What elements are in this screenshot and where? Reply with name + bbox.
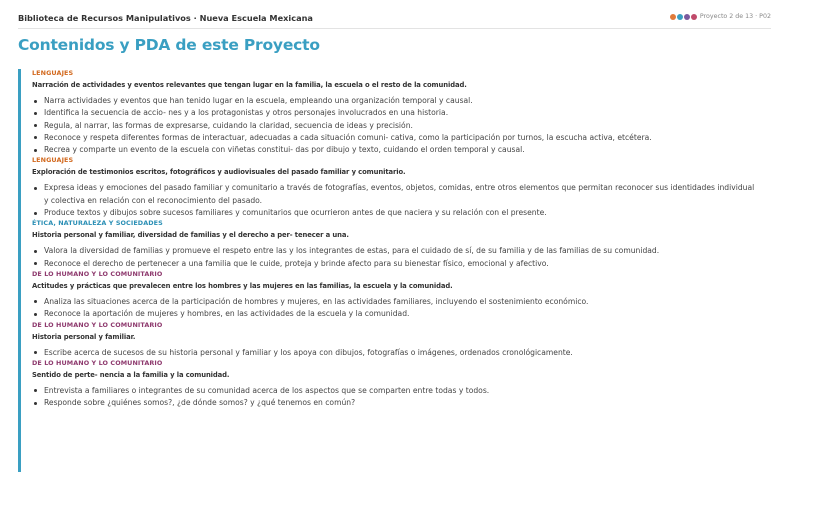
content-heading: Exploración de testimonios escritos, fotográficos y audiovisuales del pasado familiar y comunitario. <box>32 168 406 177</box>
pda-list <box>32 182 778 219</box>
pda-item: Responde sobre ¿quiénes somos?, ¿de dónde somos? y ¿qué tenemos en común? <box>32 397 757 409</box>
pda-item: Analiza las situaciones acerca de la participación de hombres y mujeres, en las actividades familiares, incluyendo el sostenimiento económico. <box>32 296 757 308</box>
pda-item: Identifica la secuencia de accio- nes y a los protagonistas y otros personajes involucrados en una historia. <box>32 107 757 119</box>
subject-label: DE LO HUMANO Y LO COMUNITARIO <box>32 269 163 278</box>
pda-list <box>32 385 778 410</box>
pda-item: Narra actividades y eventos que han tenido lugar en la escuela, empleando una organización temporal y causal. <box>32 95 757 107</box>
color-dot-icon <box>670 14 676 20</box>
pda-list <box>32 245 778 270</box>
subject-label: ÉTICA, NATURALEZA Y SOCIEDADES <box>32 219 163 228</box>
pda-item: Produce textos y dibujos sobre sucesos familiares y comunitarios que ocurrieron antes de que naciera y su relación con el presente. <box>32 207 757 219</box>
page-title: Contenidos y PDA de este Proyecto <box>18 36 320 54</box>
color-dot-icon <box>677 14 683 20</box>
pda-item: Escribe acerca de sucesos de su historia personal y familiar y los apoya con dibujos, fotografías o imágenes, ordenados cronológicamente. <box>32 347 757 359</box>
pda-item: Reconoce la aportación de mujeres y hombres, en las actividades de la escuela y la comunidad. <box>32 308 757 320</box>
content-heading: Narración de actividades y eventos relevantes que tengan lugar en la familia, la escuela o el resto de la comunidad. <box>32 81 467 89</box>
project-indicator <box>671 13 771 20</box>
content-block <box>32 270 778 321</box>
content-block <box>32 156 778 219</box>
content-heading: Sentido de perte- nencia a la familia y la comunidad. <box>32 370 230 379</box>
pda-item: Expresa ideas y emociones del pasado familiar y comunitario a través de fotografías, eventos, objetos, comidas, entre otros elementos que permitan reconocer sus identidades individual y colectiva en relación con el reconocimiento del pasado. <box>32 182 757 207</box>
content-heading: Historia personal y familiar. <box>32 332 136 341</box>
subject-label: LENGUAJES <box>32 69 74 77</box>
pda-item: Entrevista a familiares o integrantes de su comunidad acerca de los aspectos que se comparten entre todas y todos. <box>32 385 757 397</box>
color-dot-icon <box>684 14 690 20</box>
content-heading: Historia personal y familiar, diversidad de familias y el derecho a per- tenecer a una. <box>32 231 349 240</box>
pda-list <box>32 347 778 359</box>
pda-item: Regula, al narrar, las formas de expresarse, cuidando la claridad, secuencia de ideas y precisión. <box>32 120 757 132</box>
library-title: Biblioteca de Recursos Manipulativos · Nueva Escuela Mexicana <box>18 13 313 23</box>
pda-item: Recrea y comparte un evento de la escuela con viñetas constitui- das por dibujo y texto, cuidando el orden temporal y causal. <box>32 144 757 156</box>
content-block <box>32 359 778 410</box>
pda-item: Reconoce el derecho de pertenecer a una familia que le cuide, proteja y brinde afecto para su bienestar físico, emocional y afectivo. <box>32 258 757 270</box>
content-block <box>32 69 778 156</box>
page-header <box>18 12 771 29</box>
content-block <box>32 219 778 270</box>
subject-label: DE LO HUMANO Y LO COMUNITARIO <box>32 320 163 329</box>
subject-label: DE LO HUMANO Y LO COMUNITARIO <box>32 358 163 367</box>
content-heading: Actitudes y prácticas que prevalecen entre los hombres y las mujeres en las familias, la escuela y la comunidad. <box>32 281 453 290</box>
pda-item: Reconoce y respeta diferentes formas de interactuar, adecuadas a cada situación comuni- cativa, como la participación por turnos, la escucha activa, etcétera. <box>32 132 757 144</box>
content-block <box>32 321 778 359</box>
pda-list <box>32 296 778 321</box>
subject-label: LENGUAJES <box>32 156 74 165</box>
contents-list <box>18 69 778 472</box>
color-dot-icon <box>691 14 697 20</box>
pda-item: Valora la diversidad de familias y promueve el respeto entre las y los integrantes de estas, para el cuidado de sí, de su familia y de las familias de su comunidad. <box>32 245 757 257</box>
project-page-label: Proyecto 2 de 13 · P02 <box>699 13 771 20</box>
pda-list <box>32 95 778 156</box>
